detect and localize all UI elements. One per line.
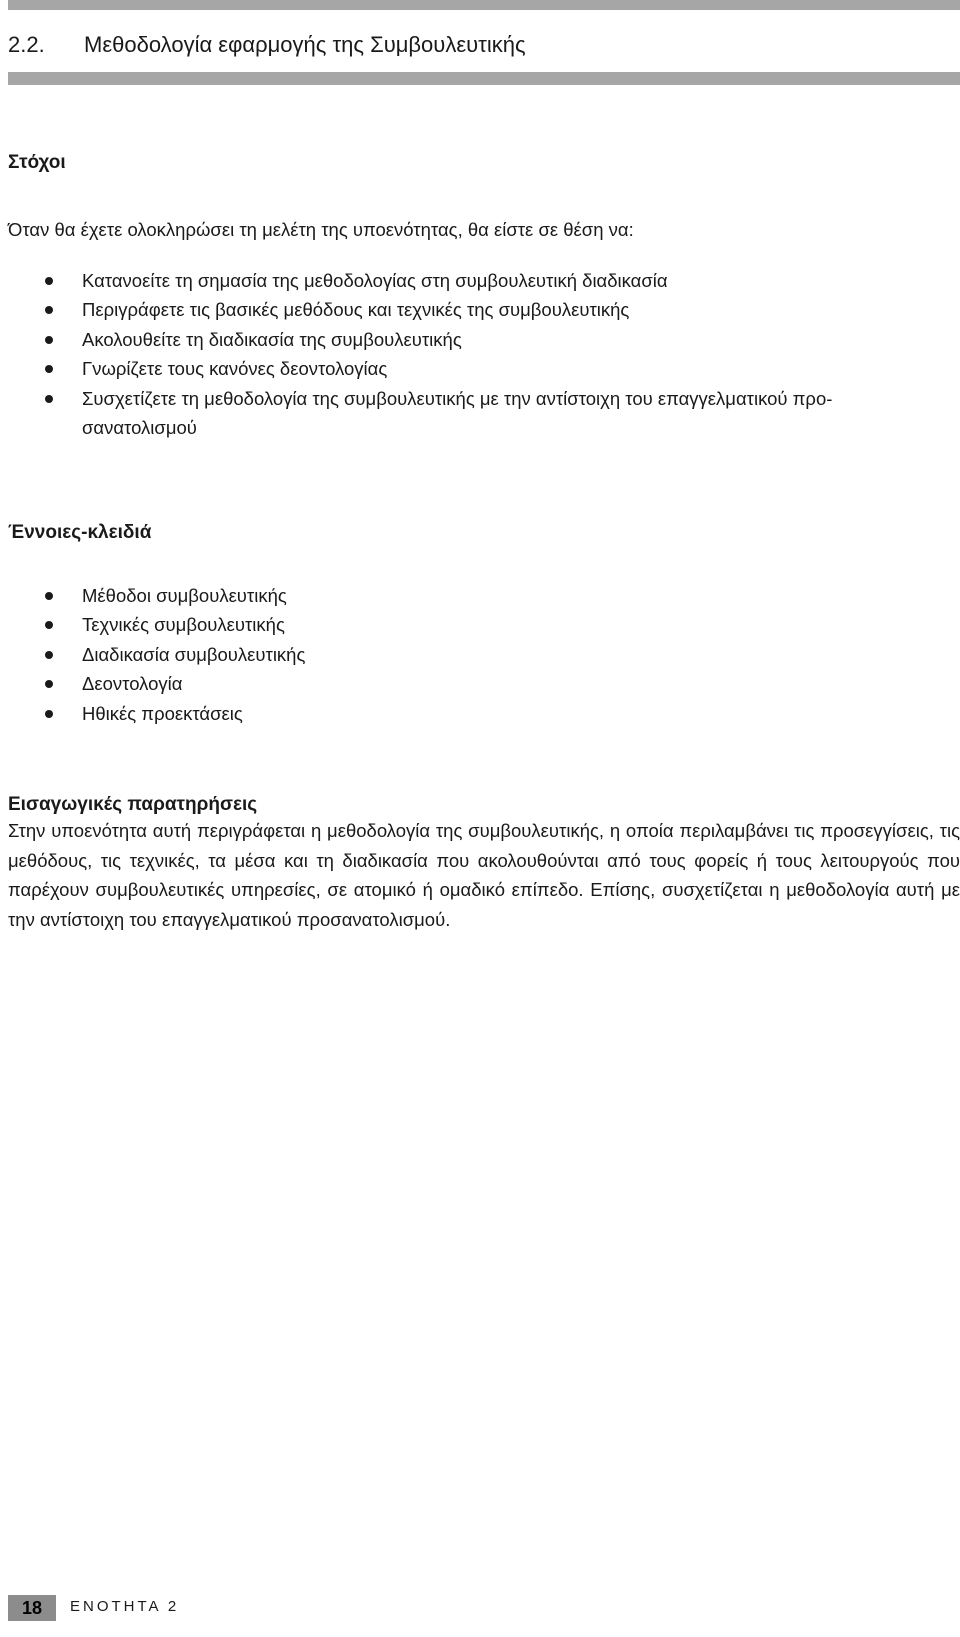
bullet-icon — [45, 710, 53, 718]
list-item — [0, 325, 894, 354]
bullet-icon — [45, 365, 53, 373]
list-item — [0, 669, 894, 698]
list-item — [0, 581, 894, 610]
goals-title: Στόχοι — [8, 152, 66, 173]
bullet-icon — [45, 395, 53, 403]
goal-text: Κατανοείτε τη σημασία της μεθοδολογίας στη συμβουλευτική διαδικασία — [82, 270, 668, 291]
goal-text: Συσχετίζετε τη μεθοδολογία της συμβουλευτικής με την αντίστοιχη του επαγγελματικού προ-σανατολισμού — [82, 387, 833, 439]
bullet-icon — [45, 621, 53, 629]
concept-text: Ηθικές προεκτάσεις — [82, 702, 243, 724]
bullet-icon — [45, 336, 53, 344]
concept-text: Διαδικασία συμβουλευτικής — [82, 643, 306, 665]
concept-text: Δεοντολογία — [82, 673, 183, 695]
goal-text: Γνωρίζετε τους κανόνες δεοντολογίας — [82, 358, 388, 380]
list-item — [0, 699, 894, 728]
unit-label: ΕΝΟΤΗΤΑ 2 — [70, 1598, 180, 1615]
list-item — [0, 640, 894, 669]
list-item — [0, 354, 894, 383]
section-number: 2.2. — [8, 32, 45, 57]
intro-remarks-text: Στην υποενότητα αυτή περιγράφεται η μεθοδολογία της συμβουλευτικής, η οποία περιλαμβάνει τις προσεγγίσεις, τις μεθόδους, τις τεχνικές, τα μέσα και τη διαδικασία που ακολουθούνται από τους φορείς ή τους λειτουργούς που παρέχουν συμβουλευτικές υπηρεσίες, σε ατομικό ή ομαδικό επίπεδο. Επίσης, συσχετίζεται η μεθοδολογία αυτή με την αντίστοιχη του επαγγελματικού προσανατολισμού. — [8, 820, 960, 931]
list-item — [0, 295, 894, 324]
heading-divider-bar — [8, 72, 960, 85]
section-title: Μεθοδολογία εφαρμογής της Συμβουλευτικής — [84, 32, 526, 57]
goal-text: Ακολουθείτε τη διαδικασία της συμβουλευτικής — [82, 328, 462, 350]
page-number: 18 — [8, 1595, 56, 1621]
bullet-icon — [45, 651, 53, 659]
list-item — [0, 384, 894, 443]
bullet-icon — [45, 592, 53, 600]
goals-list — [0, 266, 894, 442]
key-concepts-list — [0, 581, 894, 728]
key-concepts-title: Έννοιες-κλειδιά — [8, 522, 152, 543]
concept-text: Τεχνικές συμβουλευτικής — [82, 614, 285, 636]
bullet-icon — [45, 680, 53, 688]
goals-intro: Όταν θα έχετε ολοκληρώσει τη μελέτη της υποενότητας, θα είστε σε θέση να: — [8, 219, 634, 240]
intro-remarks-title: Εισαγωγικές παρατηρήσεις — [8, 794, 258, 815]
list-item — [0, 610, 894, 639]
list-item — [0, 266, 894, 295]
concept-text: Μέθοδοι συμβουλευτικής — [82, 585, 287, 606]
goal-text: Περιγράφετε τις βασικές μεθόδους και τεχνικές της συμβουλευτικής — [82, 299, 630, 321]
top-divider-bar — [8, 0, 960, 10]
bullet-icon — [45, 306, 53, 314]
section-heading — [8, 32, 526, 58]
bullet-icon — [45, 277, 53, 285]
